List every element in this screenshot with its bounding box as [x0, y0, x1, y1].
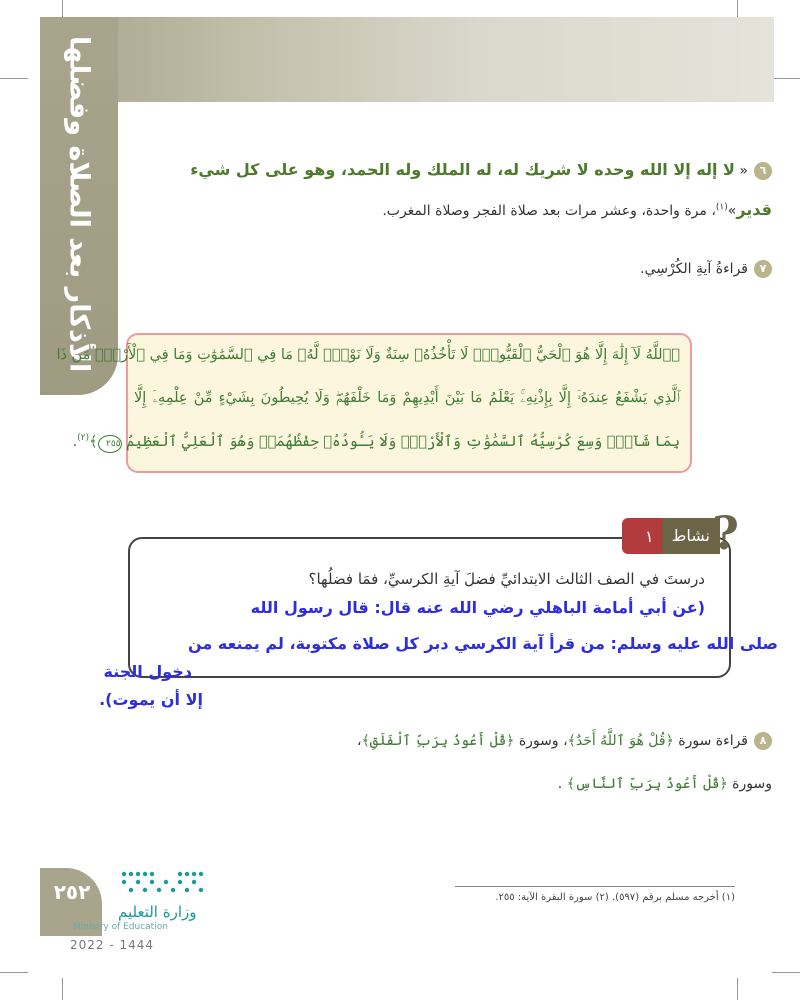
verse-ending: ﴾ [89, 433, 98, 450]
page-number: ٢٥٢ [53, 880, 91, 904]
footnote-ref: (٢) [77, 433, 90, 443]
footnotes: (١) أخرجه مسلم برقم (٥٩٧). (٢) سورة البقرة الآية: ٢٥٥. [495, 892, 735, 903]
answer-line-4: إلا أن يموت). [99, 690, 203, 709]
item-number-badge: ٨ [754, 732, 772, 750]
item-8-and-1: ، وسورة [518, 733, 568, 749]
verse-line-3 [72, 433, 680, 453]
ministry-name-arabic: وزارة التعليم [118, 903, 197, 921]
answer-line-2: صلى الله عليه وسلم: من قرأ آية الكرسي دبر كل صلاة مكتوبة، لم يمنعه من [187, 634, 778, 653]
ministry-logo-icon [120, 868, 210, 902]
chapter-title: الأذكار بعد الصلاة وفضلها [63, 36, 95, 373]
verse-line-1: ﴿ٱللَّهُ لَآ إِلَٰهَ إِلَّا هُوَ ٱلْحَيُّ ٱلْقَيُّومُۚ لَا تَأْخُذُهُۥ سِنَةٌ وَلَا نَوْمٌۚ لَّهُۥ مَا فِي ٱلسَّمَٰوَٰتِ وَمَا فِي ٱلْأَرْضِۗ مَن ذَا [56, 347, 680, 363]
item-7-text: قراءةُ آيةِ الكُرْسِي. [640, 261, 748, 277]
crop-mark [772, 78, 800, 79]
activity-number: ١ [645, 526, 654, 546]
verse-line-2: ٱلَّذِي يَشْفَعُ عِندَهُۥٓ إِلَّا بِإِذْنِهِۦۚ يَعْلَمُ مَا بَيْنَ أَيْدِيهِمْ وَمَا خَلْفَهُمْۖ وَلَا يُحِيطُونَ بِشَيْءٍ مِّنْ عِلْمِهِۦٓ إِلَّا [134, 390, 680, 406]
ayah-number-mark: ٢٥٥ [98, 435, 122, 453]
quote-close: » [727, 203, 737, 219]
answer-line-1: (عن أبي أمامة الباهلي رضي الله عنه قال: قال رسول الله [250, 598, 705, 617]
item-8-prefix: قراءة سورة [678, 733, 748, 749]
activity-label [622, 518, 720, 554]
verse-line-3-text: بِمَا شَآءَۚ وَسِعَ كُرْسِيُّهُ ٱلسَّمَٰوَٰتِ وَٱلْأَرْضَۖ وَلَا يَـُٔودُهُۥ حِفْظُهُمَاۚ وَهُوَ ٱلْعَلِيُّ ٱلْعَظِيمُ [126, 433, 680, 450]
item-6-line-1 [190, 160, 772, 180]
ministry-name-english: Ministry of Education [73, 922, 168, 932]
activity-question: درستَ في الصف الثالث الابتدائيِّ فضلَ آيةِ الكرسيِّ، فمَا فضلُها؟ [308, 570, 705, 588]
item-8-comma: ، [357, 733, 362, 749]
item-8-line-2 [558, 776, 772, 792]
edition-year: 2022 - 1444 [70, 938, 155, 952]
surah-ikhlas: ﴿قُلْ هُوَ ٱللَّهُ أَحَدٌ﴾ [567, 733, 674, 749]
footnote-divider [455, 886, 735, 887]
item-number-badge: ٦ [754, 162, 772, 180]
item-8-line-1 [357, 732, 772, 750]
question-mark-icon: ? [712, 506, 739, 560]
item-8-period: . [557, 776, 563, 792]
item-8-and-2: وسورة [732, 776, 772, 792]
dhikr-text: لا إله إلا الله وحده لا شريك له، له الملك وله الحمد، وهو على كل شيء [190, 160, 735, 179]
crop-mark [62, 978, 63, 1000]
surah-falaq: ﴿قُلْ أَعُوذُ بِرَبِّ ٱلْفَلَقِ﴾ [361, 733, 515, 749]
crop-mark [737, 978, 738, 1000]
footnote-ref: (١) [715, 202, 728, 213]
crop-mark [0, 78, 28, 79]
verse-end-period: . [72, 433, 78, 450]
item-7 [640, 260, 772, 278]
activity-word: نشاط [662, 518, 720, 554]
item-number-badge: ٧ [754, 260, 772, 278]
surah-nas: ﴿قُلْ أَعُوذُ بِرَبِّ ٱلنَّاسِ﴾ [566, 776, 728, 792]
quote-open: « [739, 163, 748, 179]
item-6-rest: ، مرة واحدة، وعشر مرات بعد صلاة الفجر وصلاة المغرب. [382, 203, 716, 219]
item-6-line-2 [382, 200, 772, 219]
ayat-al-kursi-box [56, 333, 692, 473]
crop-mark [772, 972, 800, 973]
header-banner [40, 17, 774, 102]
crop-mark [0, 972, 28, 973]
answer-line-3: دخول الجنة [103, 662, 192, 681]
dhikr-text-end: قدير [736, 200, 772, 219]
